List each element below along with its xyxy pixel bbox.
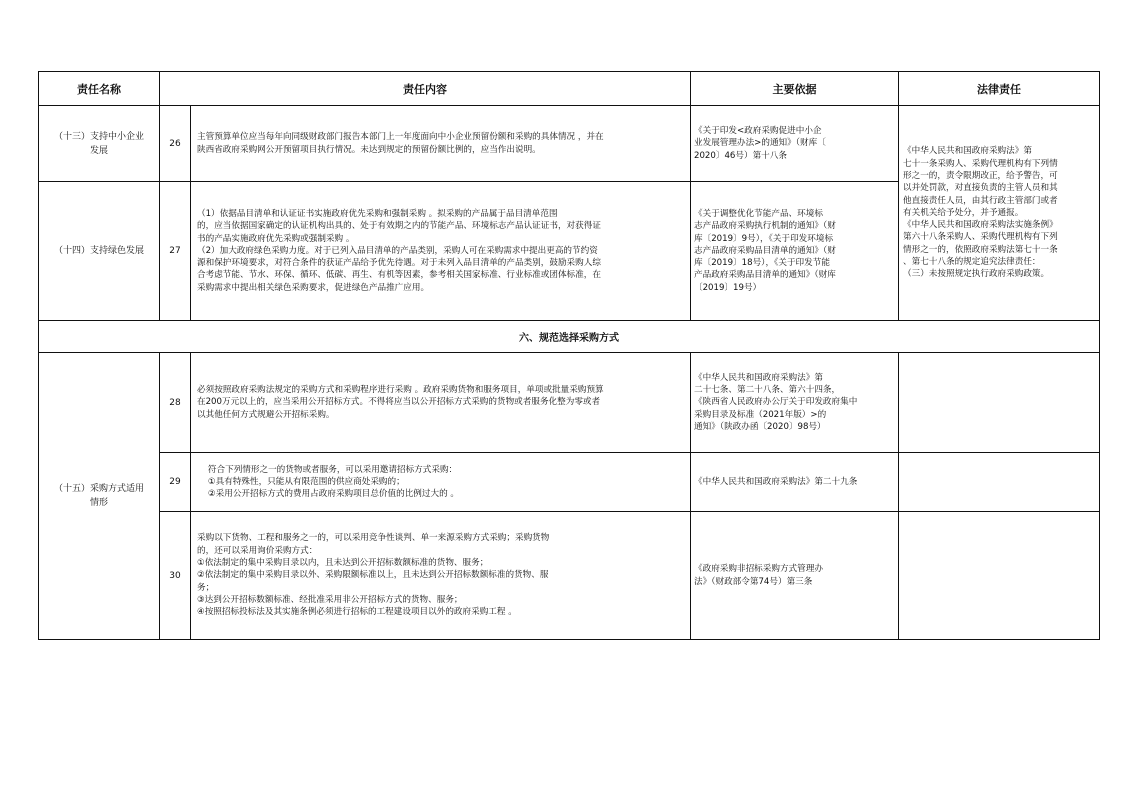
basis-line: 法》（财政部令第74号）第三条 <box>694 576 813 587</box>
responsibility-table <box>38 71 1100 640</box>
legal-line: 、第七十八条的规定追究法律责任： <box>903 257 1041 268</box>
basis-line: 志产品政府采购执行机制的通知》（财 <box>694 221 836 232</box>
content-line: 的，应当依据国家确定的认证机构出具的、处于有效期之内的节能产品、环境标志产品认证证书，对获得证 <box>197 221 601 232</box>
legal-line: 《中华人民共和国政府采购法》第 <box>903 146 1032 157</box>
content-line: 书的产品实施政府优先采购或强制采购 。 <box>197 233 355 244</box>
basis-line: 《政府采购非招标采购方式管理办 <box>694 564 823 575</box>
legal-liability <box>899 512 1100 640</box>
section-row <box>39 321 1100 353</box>
legal-liability <box>899 353 1100 453</box>
basis-line: 〔2019〕19号） <box>694 282 762 293</box>
content-line: 务； <box>197 582 215 593</box>
header-row <box>39 72 1100 106</box>
item-number: 28 <box>160 353 191 453</box>
content-line: 源和保护环境要求，对符合条件的获证产品给予优先待遇。对于未列入品目清单的产品类别，鼓励采购人综 <box>197 258 601 269</box>
main-basis <box>691 453 899 512</box>
legal-liability <box>899 453 1100 512</box>
main-basis <box>691 182 899 321</box>
content-line: 主管预算单位应当每年向同级财政部门报告本部门上一年度面向中小企业预留份额和采购的具体情况 ，并在 <box>197 132 604 143</box>
header-content: 责任内容 <box>160 72 691 106</box>
content-line: ①具有特殊性，只能从有限范围的供应商处采购的； <box>197 476 405 487</box>
basis-line: 库〔2019〕9号），《关于印发环境标 <box>694 233 834 244</box>
basis-line: 2020〕46号）第十八条 <box>694 150 787 161</box>
legal-line: 形之一的，责令限期改正，给予警告，可 <box>903 170 1058 181</box>
content-line: 的，还可以采用询价采购方式： <box>197 545 318 556</box>
legal-line: 第六十八条采购人、采购代理机构有下列 <box>903 232 1058 243</box>
legal-line: 以并处罚款，对直接负责的主管人员和其 <box>903 183 1058 194</box>
legal-line: 他直接责任人员，由其行政主管部门或者 <box>903 195 1058 206</box>
content-line: 陕西省政府采购网公开预留项目执行情况。未达到规定的预留份额比例的，应当作出说明。 <box>197 144 541 155</box>
basis-line: 《陕西省人民政府办公厅关于印发政府集中 <box>694 397 858 408</box>
legal-line: 情形之一的，依照政府采购法第七十一条 <box>903 244 1058 255</box>
basis-line: 通知》（陕政办函〔2020〕98号） <box>694 421 826 432</box>
basis-line: 二十七条、第二十八条、第六十四条， <box>694 385 841 396</box>
legal-line: 七十一条采购人、采购代理机构有下列情 <box>903 158 1058 169</box>
basis-line: 《中华人民共和国政府采购法》第二十九条 <box>694 476 858 487</box>
content-line: ②采用公开招标方式的费用占政府采购项目总价值的比例过大的 。 <box>197 489 459 500</box>
content-line: 采购需求中提出相关绿色采购要求，促进绿色产品推广应用。 <box>197 282 430 293</box>
content-line: 以其他任何方式规避公开招标采购。 <box>197 409 335 420</box>
content-line: 在200万元以上的，应当采用公开招标方式。不得将应当以公开招标方式采购的货物或者服务化整为零或者 <box>197 397 601 408</box>
responsibility-content <box>191 106 691 182</box>
basis-line: 《关于调整优化节能产品、环境标 <box>694 208 823 219</box>
main-basis <box>691 353 899 453</box>
legal-line: 有关机关给予处分，并予通报。 <box>903 207 1024 218</box>
header-name: 责任名称 <box>39 72 160 106</box>
item-number: 27 <box>160 182 191 321</box>
basis-line: 《中华人民共和国政府采购法》第 <box>694 372 823 383</box>
basis-line: 产品政府采购品目清单的通知》（财库 <box>694 270 836 281</box>
responsibility-name: （十三）支持中小企业发展 <box>39 106 160 182</box>
basis-line: 库〔2019〕18号），《关于印发节能 <box>694 258 830 269</box>
main-basis <box>691 106 899 182</box>
responsibility-content <box>191 512 691 640</box>
legal-line: （三）未按照规定执行政府采购政策。 <box>903 269 1050 280</box>
responsibility-content <box>191 182 691 321</box>
section-title: 六、规范选择采购方式 <box>39 321 1100 353</box>
content-line: 必须按照政府采购法规定的采购方式和采购程序进行采购 。政府采购货物和服务项目，单项或批量采购预算 <box>197 385 604 396</box>
responsibility-content <box>191 453 691 512</box>
header-basis: 主要依据 <box>691 72 899 106</box>
legal-liability <box>899 106 1100 321</box>
basis-line: 志产品政府采购品目清单的通知》（财 <box>694 245 836 256</box>
responsibility-content <box>191 353 691 453</box>
responsibility-name: （十五）采购方式适用情形 <box>39 353 160 640</box>
content-line: ④按照招标投标法及其实施条例必须进行招标的工程建设项目以外的政府采购工程 。 <box>197 607 517 618</box>
header-legal: 法律责任 <box>899 72 1100 106</box>
content-line: （2）加大政府绿色采购力度。对于已列入品目清单的产品类别，采购人可在采购需求中提出更高的节约资 <box>197 245 598 256</box>
basis-line: 采购目录及标准（2021年版）>的 <box>694 409 827 420</box>
table-row <box>39 106 1100 182</box>
content-line: ②依法制定的集中采购目录以外、采购限额标准以上，且未达到公开招标数额标准的货物、服 <box>197 570 549 581</box>
content-line: 符合下列情形之一的货物或者服务，可以采用邀请招标方式采购： <box>197 464 458 475</box>
item-number: 29 <box>160 453 191 512</box>
table-row <box>39 453 1100 512</box>
basis-line: 业发展管理办法>的通知》（财库〔 <box>694 138 826 149</box>
content-line: ①依法制定的集中采购目录以内，且未达到公开招标数额标准的货物、服务； <box>197 558 489 569</box>
content-line: 采购以下货物、工程和服务之一的，可以采用竞争性谈判、单一来源采购方式采购；采购货物 <box>197 533 550 544</box>
content-line: （1）依据品目清单和认证证书实施政府优先采购和强制采购 。拟采购的产品属于品目清单范围 <box>197 208 558 219</box>
basis-line: 《关于印发<政府采购促进中小企 <box>694 126 822 137</box>
item-number: 30 <box>160 512 191 640</box>
legal-line: 《中华人民共和国政府采购法实施条例》 <box>903 220 1058 231</box>
content-line: 合考虑节能、节水、环保、循环、低碳、再生、有机等因素，参考相关国家标准、行业标准或团体标准，在 <box>197 270 601 281</box>
table-row <box>39 353 1100 453</box>
content-line: ③达到公开招标数额标准、经批准采用非公开招标方式的货物、服务； <box>197 594 463 605</box>
item-number: 26 <box>160 106 191 182</box>
responsibility-name: （十四）支持绿色发展 <box>39 182 160 321</box>
main-basis <box>691 512 899 640</box>
table-row <box>39 512 1100 640</box>
